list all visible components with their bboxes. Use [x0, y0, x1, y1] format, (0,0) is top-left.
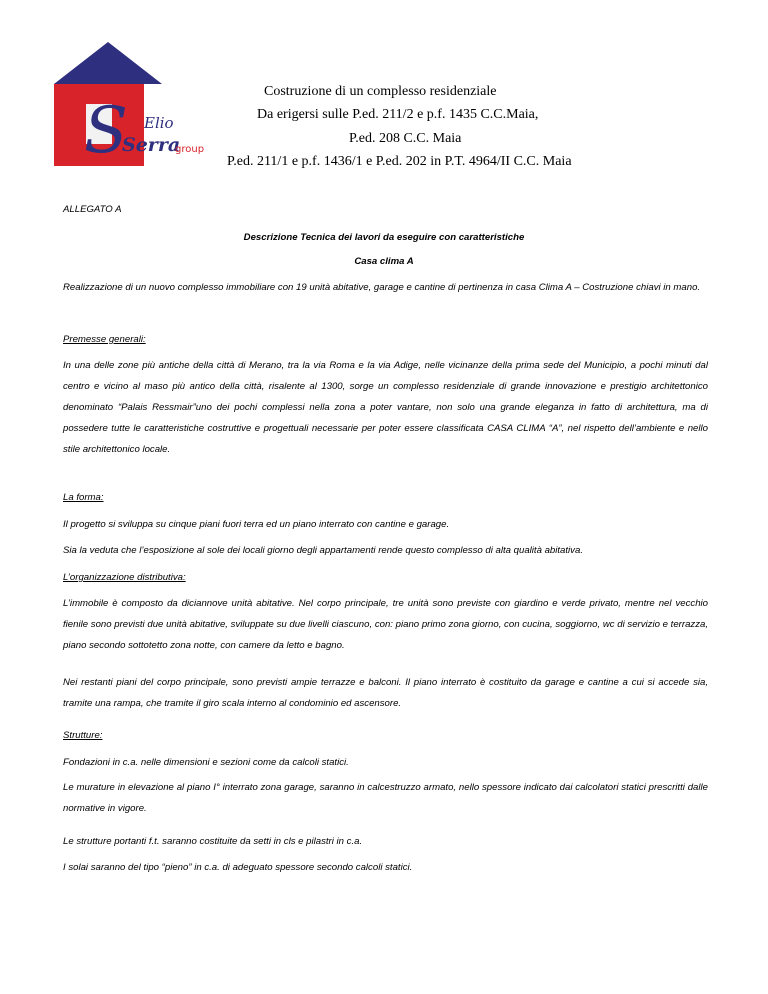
intro-paragraph: Realizzazione di un nuovo complesso immobiliare con 19 unità abitative, garage e cantine di pertinenza in casa Clima A – Costruzione chiavi in mano. — [63, 282, 701, 293]
strutture-paragraph-2: Le murature in elevazione al piano I° interrato zona garage, saranno in calcestruzzo armato, nello spessore indicato dai calcolatori statici prescritti dalle normative in vigore. — [63, 782, 708, 814]
heading-forma: La forma: — [63, 492, 104, 503]
doc-subtitle-2: Casa clima A — [354, 256, 414, 267]
logo-brand-line1: Elio — [144, 114, 174, 132]
header-line-3: P.ed. 208 C.C. Maia — [349, 131, 462, 146]
premesse-paragraph: In una delle zone più antiche della città di Merano, tra la via Roma e la via Adige, nelle vicinanze della prima sede del Municipio, a pochi minuti dal centro e vicino al maso più antico della città, risalente al 1300, sorge un complesso residenziale di grande innovazione e prestigio architettonico denominato “Palais Ressmair”uno dei pochi complessi nella zona a poter vantare, non solo una grande eleganza in fatto di architettura, ma di possedere tutte le caratteristiche costruttive e progettuali necessarie per poter essere classificata CASA CLIMA “A”, nel rispetto dell’ambiente e nello stile architettonico locale. — [63, 360, 708, 455]
strutture-paragraph-1: Fondazioni in c.a. nelle dimensioni e sezioni come da calcoli statici. — [63, 757, 349, 768]
strutture-paragraph-3: Le strutture portanti f.t. saranno costituite da setti in cls e pilastri in c.a. — [63, 836, 363, 847]
logo-brand-suffix: group — [175, 144, 205, 155]
forma-paragraph-1: Il progetto si sviluppa su cinque piani fuori terra ed un piano interrato con cantine e garage. — [63, 519, 450, 530]
forma-paragraph-2: Sia la veduta che l’esposizione al sole dei locali giorno degli appartamenti rende questo complesso di alta qualità abitativa. — [63, 545, 583, 556]
header-line-1: Costruzione di un complesso residenziale — [264, 84, 497, 99]
heading-premesse: Premesse generali: — [63, 334, 146, 345]
header-line-4: P.ed. 211/1 e p.f. 1436/1 e P.ed. 202 in P.T. 4964/II C.C. Maia — [227, 154, 572, 169]
header-line-2: Da erigersi sulle P.ed. 211/2 e p.f. 1435 C.C.Maia, — [257, 107, 539, 122]
logo-roof-shape — [54, 42, 162, 84]
organizzazione-paragraph-1: L’immobile è composto da diciannove unità abitative. Nel corpo principale, tre unità sono previste con giardino e verde privato, mentre nel vecchio fienile sono previsti due unità abitative, sviluppate su due livelli ciascuno, con: piano primo zona giorno, con cucina, soggiorno, wc di servizio e terrazza, piano secondo sottotetto zona notte, con camere da letto e bagno. — [63, 598, 708, 651]
heading-strutture: Strutture: — [63, 730, 103, 741]
doc-subtitle: Descrizione Tecnica dei lavori da eseguire con caratteristiche — [243, 232, 525, 243]
allegato-label: ALLEGATO A — [63, 204, 122, 215]
heading-organizzazione: L’organizzazione distributiva: — [63, 572, 186, 583]
company-logo — [46, 40, 216, 172]
strutture-paragraph-4: I solai saranno del tipo “pieno” in c.a. di adeguato spessore secondo calcoli statici. — [63, 862, 413, 873]
logo-letter-s: S — [84, 94, 128, 168]
logo-brand-word: Serra — [122, 134, 181, 156]
organizzazione-paragraph-2: Nei restanti piani del corpo principale, sono previsti ampie terrazze e balconi. Il piano interrato è costituito da garage e cantine a cui si accede sia, tramite una rampa, che tramite il giro scala interno al condominio ed ascensore. — [63, 677, 708, 709]
